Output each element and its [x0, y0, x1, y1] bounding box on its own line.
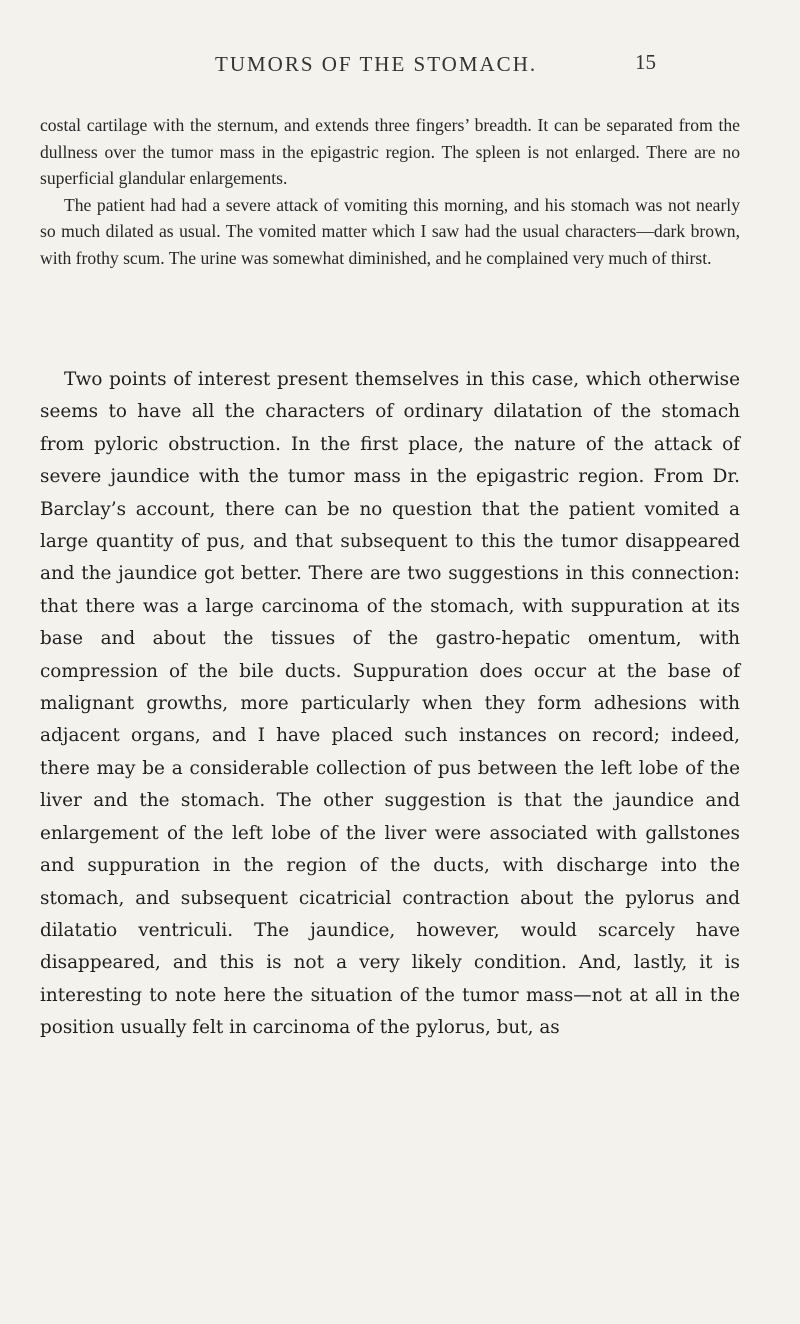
case-notes-block: [40, 112, 740, 271]
case-notes-continuation: costal cartilage with the sternum, and extends three fingers’ breadth. It can be separated from the dullness over the tumor mass in the epigastric region. The spleen is not enlarged. There are no superficial glandular enlargements.: [40, 115, 740, 188]
page-number: 15: [635, 50, 656, 74]
case-notes-vomiting: The patient had had a severe attack of vomiting this morning, and his stomach was not nearly so much dilated as usual. The vomited matter which I saw had the usual characters—dark brown, with frothy scum. The urine was somewhat diminished, and he complained very much of thirst.: [40, 194, 740, 268]
discussion-block: [40, 364, 740, 1045]
discussion-paragraph: Two points of interest present themselves in this case, which otherwise seems to have all the characters of ordinary dilatation of the stomach from pyloric obstruction. In the first place, the nature of the attack of severe jaundice with the tumor mass in the epigastric region. From Dr. Barclay’s account, there can be no question that the patient vomited a large quantity of pus, and that subsequent to this the tumor disappeared and the jaundice got better. There are two suggestions in this connection: that there was a large carcinoma of the stomach, with suppuration at its base and about the tissues of the gastro-hepatic omentum, with compression of the bile ducts. Suppuration does occur at the base of malignant growths, more particularly when they form adhesions with adjacent organs, and I have placed such instances on record; indeed, there may be a considerable collection of pus between the left lobe of the liver and the stomach. The other suggestion is that the jaundice and enlargement of the left lobe of the liver were associated with gallstones and suppuration in the region of the ducts, with discharge into the stomach, and subsequent cicatricial contraction about the pylorus and dilatatio ventriculi. The jaundice, however, would scarcely have disappeared, and this is not a very likely condition. And, lastly, it is interesting to note here the situation of the tumor mass—not at all in the position usually felt in carcinoma of the pylorus, but, as: [40, 369, 740, 1039]
running-header: TUMORS OF THE STOMACH.: [215, 52, 538, 76]
